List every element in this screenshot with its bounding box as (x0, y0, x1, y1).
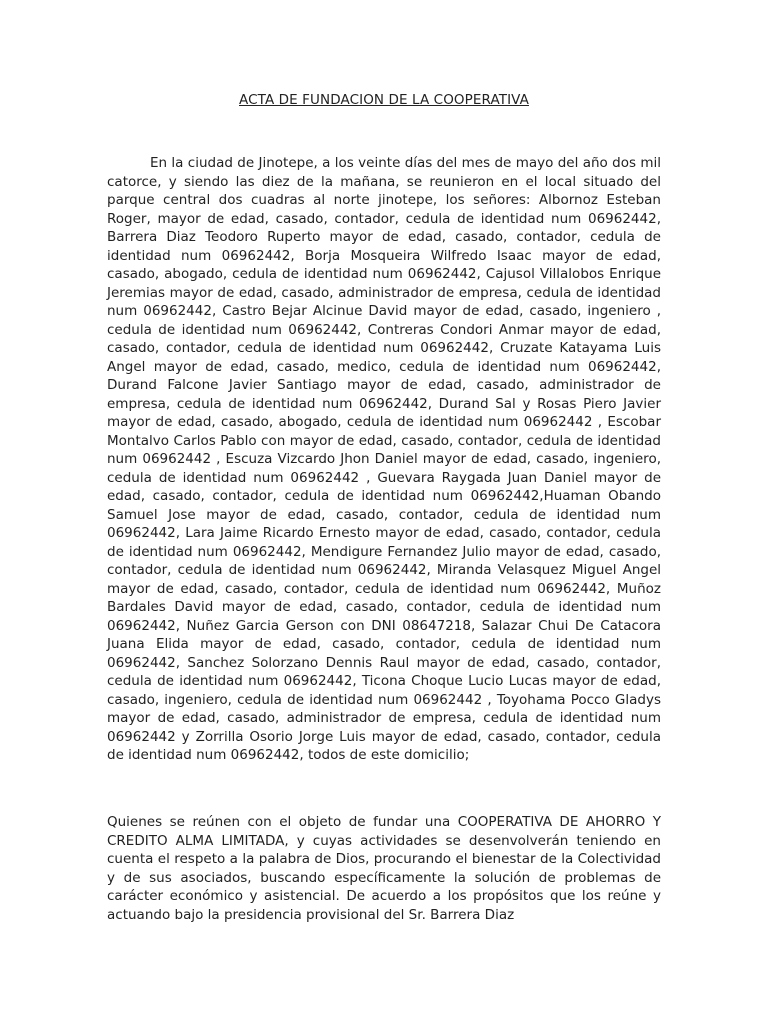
paragraph-cooperative-purpose: Quienes se reúnen con el objeto de fundar una COOPERATIVA DE AHORRO Y CREDITO ALMA LIMITADA, y cuyas actividades se desenvolverán teniendo en cuenta el respeto a la palabra de Dios, procurando el bienestar de la Colectividad y de sus asociados, buscando específicamente la solución de problemas de carácter económico y asistencial. De acuerdo a los propósitos que los reúne y actuando bajo la presidencia provisional del Sr. Barrera Diaz (107, 814, 661, 923)
paragraph-founding-members: En la ciudad de Jinotepe, a los veinte días del mes de mayo del año dos mil catorce, y siendo las diez de la mañana, se reunieron en el local situado del parque central dos cuadras al norte jinotepe, los señores: Albornoz Esteban Roger, mayor de edad, casado, contador, cedula de identidad num 06962442, Barrera Diaz Teodoro Ruperto mayor de edad, casado, contador, cedula de identidad num 06962442, Borja Mosqueira Wilfredo Isaac mayor de edad, casado, abogado, cedula de identidad num 06962442, Cajusol Villalobos Enrique Jeremias mayor de edad, casado, administrador de empresa, cedula de identidad num 06962442, Castro Bejar Alcinue David mayor de edad, casado, ingeniero , cedula de identidad num 06962442, Contreras Condori Anmar mayor de edad, casado, contador, cedula de identidad num 06962442, Cruzate Katayama Luis Angel mayor de edad, casado, medico, cedula de identidad num 06962442, Durand Falcone Javier Santiago mayor de edad, casado, administrador de empresa, cedula de identidad num 06962442, Durand Sal y Rosas Piero Javier mayor de edad, casado, abogado, cedula de identidad num 06962442 , Escobar Montalvo Carlos Pablo con mayor de edad, casado, contador, cedula de identidad num 06962442 , Escuza Vizcardo Jhon Daniel mayor de edad, casado, ingeniero, cedula de identidad num 06962442 , Guevara Raygada Juan Daniel mayor de edad, casado, contador, cedula de identidad num 06962442,Huaman Obando Samuel Jose mayor de edad, casado, contador, cedula de identidad num 06962442, Lara Jaime Ricardo Ernesto mayor de edad, casado, contador, cedula de identidad num 06962442, Mendigure Fernandez Julio mayor de edad, casado, contador, cedula de identidad num 06962442, Miranda Velasquez Miguel Angel mayor de edad, casado, contador, cedula de identidad num 06962442, Muñoz Bardales David mayor de edad, casado, contador, cedula de identidad num 06962442, Nuñez Garcia Gerson con DNI 08647218, Salazar Chui De Catacora Juana Elida mayor de edad, casado, contador, cedula de identidad num 06962442, Sanchez Solorzano Dennis Raul mayor de edad, casado, contador, cedula de identidad num 06962442, Ticona Choque Lucio Lucas mayor de edad, casado, ingeniero, cedula de identidad num 06962442 , Toyohama Pocco Gladys mayor de edad, casado, administrador de empresa, cedula de identidad num 06962442 y Zorrilla Osorio Jorge Luis mayor de edad, casado, contador, cedula de identidad num 06962442, todos de este domicilio; (107, 155, 661, 763)
document-title: ACTA DE FUNDACION DE LA COOPERATIVA (239, 92, 529, 108)
